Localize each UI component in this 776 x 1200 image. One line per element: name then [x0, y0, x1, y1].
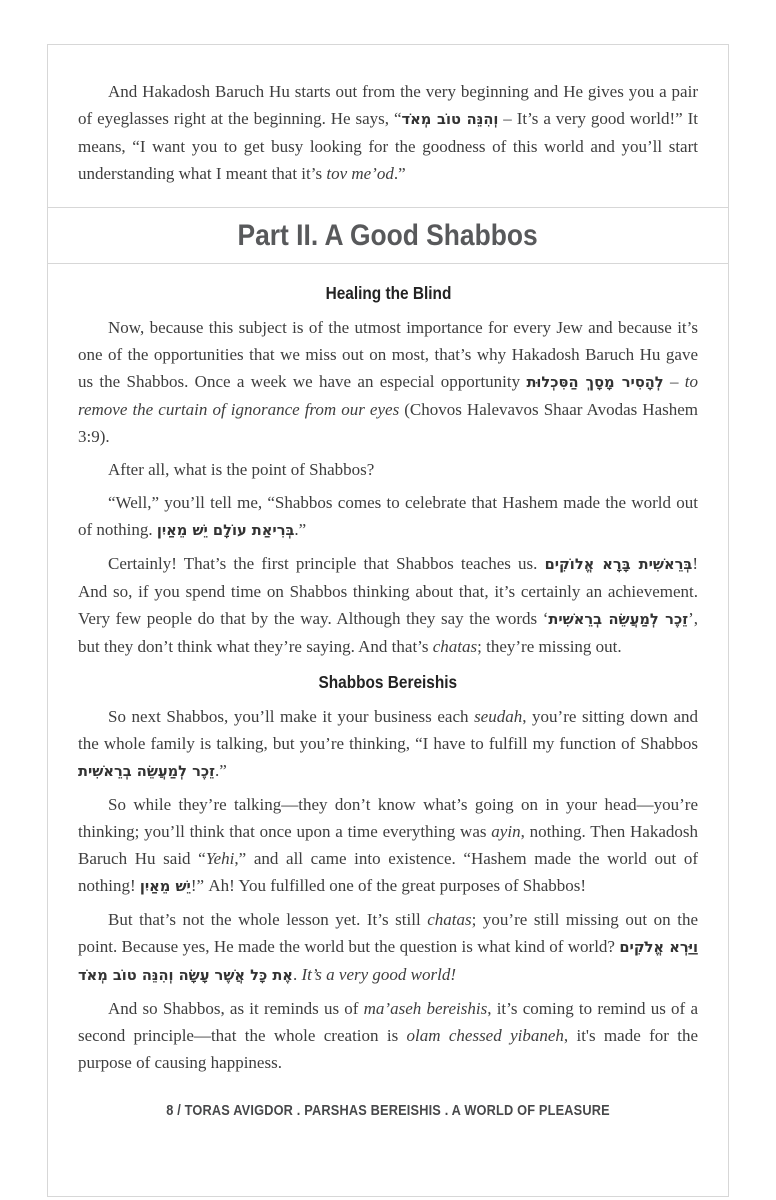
paragraph-intro: And Hakadosh Baruch Hu starts out from the very beginning and He gives you a pair of eyeglasses right at the beginning. He says, “וְהִנֵּה טוֹב מְאֹד – It’s a very good world!” It means, “I want you to get busy looking for the goodness of this world and you’ll start understanding what I meant that it’s tov me’od.”: [78, 82, 698, 183]
part-title: Part II. A Good Shabbos: [237, 218, 539, 252]
page-footer-text: 8 / TORAS AVIGDOR . PARSHAS BEREISHIS . A WORLD OF PLEASURE: [166, 1103, 610, 1119]
page-content: [48, 45, 728, 1120]
paragraph-so-while-talking: So while they’re talking—they don’t know what’s going on in your head—you’re thinking; you’ll think that once upon a time everything was ayin, nothing. Then Hakadosh Baruch Hu said “Yehi,” and all came into existence. “Hashem made the world out of nothing! יֵשׁ מֵאַיִן!” Ah! You fulfilled one of the great purposes of Shabbos!: [78, 795, 698, 895]
paragraph-certainly: Certainly! That’s the first principle that Shabbos teaches us. בְּרֵאשִׁית בָּרָא אֱלוֹקִים! And so, if you spend time on Shabbos thinking about that, it’s certainly an achievement. Very few people do that by the way. Although they say the words ‘זֵכֶר לְמַעֲשֵׂה בְרֵאשִׁית’, but they don’t think what they’re saying. And that’s chatas; they’re missing out.: [78, 554, 699, 656]
section-heading-text: Shabbos Bereishis: [318, 672, 458, 692]
section-heading-text: Healing the Blind: [325, 283, 451, 303]
paragraph-well-youll-tell-me: “Well,” you’ll tell me, “Shabbos comes to celebrate that Hashem made the world out of nothing. בְּרִיאַת עוֹלָם יֵשׁ מֵאַיִן.”: [78, 493, 698, 539]
paragraph-after-all: After all, what is the point of Shabbos?: [108, 460, 375, 479]
page-footer: [78, 1102, 698, 1120]
paragraph-but-thats-not: But that’s not the whole lesson yet. It’s still chatas; you’re still missing out on the point. Because yes, He made the world but the question is what kind of world? וַיַּרְא אֱלֹקִים אֶת כָּל אֲשֶׁר עָשָׂה וְהִנֵּה טוֹב מְאֹד. It’s a very good world!: [78, 910, 698, 984]
paragraph-now-because: Now, because this subject is of the utmost importance for every Jew and because it’s one of the opportunities that we miss out on most, that’s why Hakadosh Baruch Hu gave us the Shabbos. Once a week we have an especial opportunity לְהָסִיר מָסָךְ הַסִּכְלוּת – to remove the curtain of ignorance from our eyes (Chovos Halevavos Shaar Avodas Hashem 3:9).: [78, 318, 698, 446]
section-heading-shabbos-bereishis: [78, 672, 698, 693]
document-page: [47, 44, 729, 1197]
paragraph-so-next-shabbos: So next Shabbos, you’ll make it your business each seudah, you’re sitting down and the whole family is talking, but you’re thinking, “I have to fulfill my function of Shabbos זֵכֶר לְמַעֲשֵׂה בְרֵאשִׁית.”: [78, 707, 698, 780]
section-heading-healing-the-blind: [78, 283, 698, 304]
part-title-band: [48, 207, 728, 264]
paragraph-and-so-shabbos: And so Shabbos, as it reminds us of ma’aseh bereishis, it’s coming to remind us of a second principle—that the whole creation is olam chessed yibaneh, it's made for the purpose of causing happiness.: [78, 999, 699, 1072]
